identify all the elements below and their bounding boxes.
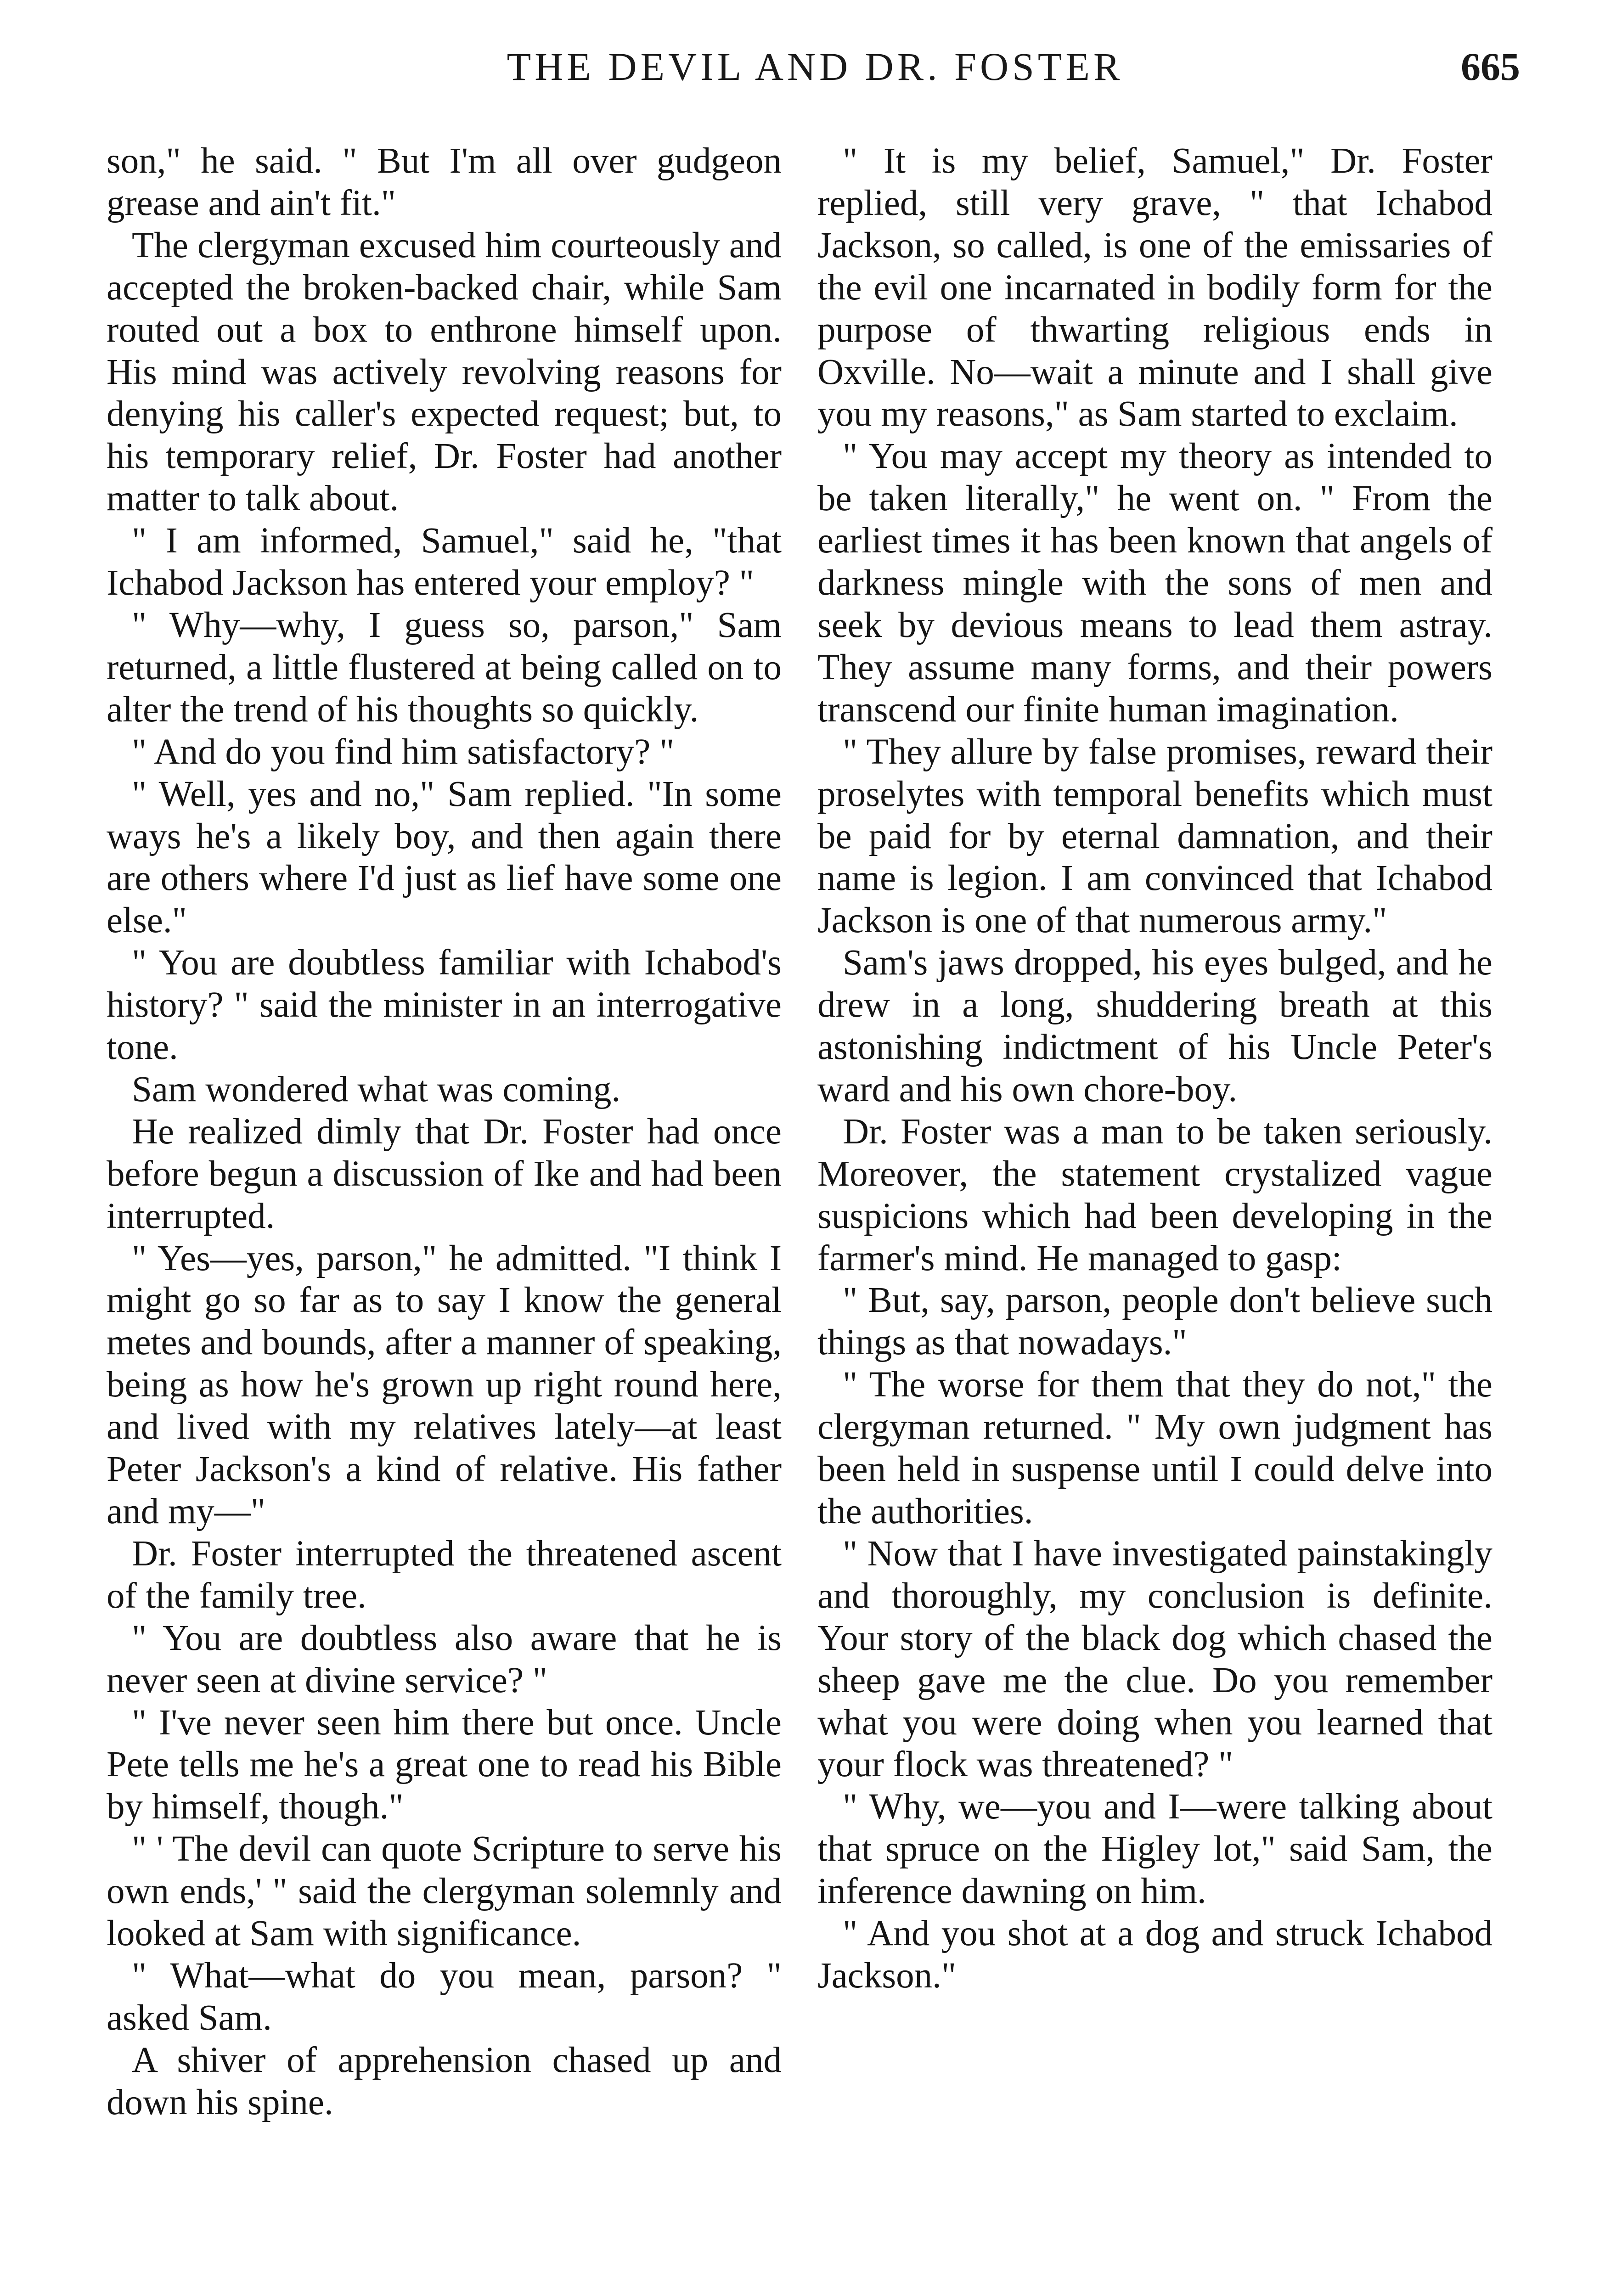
page-number: 665: [1461, 45, 1520, 89]
paragraph: " Why—why, I guess so, parson," Sam returned, a little flustered at being called on to alter the trend of his thoughts so quickly.: [107, 605, 782, 730]
paragraph: " You are doubtless familiar with Ichabod's history? " said the minister in an interrogative tone.: [107, 943, 782, 1068]
paragraph: " And do you find him satisfactory? ": [132, 732, 675, 772]
right-column: [817, 140, 1492, 1997]
paragraph: " Why, we—you and I—were talking about that spruce on the Higley lot," said Sam, the inference dawning on him.: [817, 1787, 1492, 1912]
paragraph: " But, say, parson, people don't believe such things as that nowadays.": [817, 1280, 1492, 1363]
paragraph: son," he said. " But I'm all over gudgeon grease and ain't fit.": [107, 141, 782, 223]
paragraph: " What—what do you mean, parson? " asked Sam.: [107, 1955, 782, 2038]
paragraph: " Now that I have investigated painstakingly and thoroughly, my conclusion is definite. Your story of the black dog which chased the sheep gave me the clue. Do you remember what you were doing when you learned that your flock was threatened? ": [817, 1533, 1492, 1785]
paragraph: " ' The devil can quote Scripture to serve his own ends,' " said the clergyman solemnly and looked at Sam with significance.: [107, 1829, 782, 1954]
paragraph: " Well, yes and no," Sam replied. "In some ways he's a likely boy, and then again there are others where I'd just as lief have some one else.": [107, 774, 782, 941]
paragraph: " I've never seen him there but once. Uncle Pete tells me he's a great one to read his Bible by himself, though.": [107, 1702, 782, 1827]
paragraph: Sam wondered what was coming.: [132, 1069, 621, 1109]
paragraph: The clergyman excused him courteously and accepted the broken-backed chair, while Sam routed out a box to enthrone himself upon. His mind was actively revolving reasons for denying his caller's expected request; but, to his temporary relief, Dr. Foster had another matter to talk about.: [107, 225, 782, 519]
paragraph: " It is my belief, Samuel," Dr. Foster replied, still very grave, " that Ichabod Jackson, so called, is one of the emissaries of the evil one incarnated in bodily form for the purpose of thwarting religious ends in Oxville. No—wait a minute and I shall give you my reasons," as Sam started to exclaim.: [817, 141, 1492, 434]
paragraph: " The worse for them that they do not," the clergyman returned. " My own judgment has been held in suspense until I could delve into the authorities.: [817, 1365, 1492, 1531]
paragraph: He realized dimly that Dr. Foster had once before begun a discussion of Ike and had been interrupted.: [107, 1111, 782, 1236]
left-column: [107, 140, 782, 2124]
paragraph: Sam's jaws dropped, his eyes bulged, and he drew in a long, shuddering breath at this astonishing indictment of his Uncle Peter's ward and his own chore-boy.: [817, 943, 1492, 1109]
paragraph: " They allure by false promises, reward their proselytes with temporal benefits which must be paid for by eternal damnation, and their name is legion. I am convinced that Ichabod Jackson is one of that numerous army.": [817, 732, 1492, 941]
page-header: [110, 44, 1520, 103]
paragraph: Dr. Foster was a man to be taken seriously. Moreover, the statement crystalized vague suspicions which had been developing in the farmer's mind. He managed to gasp:: [817, 1111, 1492, 1278]
paragraph: A shiver of apprehension chased up and down his spine.: [107, 2040, 782, 2122]
paragraph: Dr. Foster interrupted the threatened ascent of the family tree.: [107, 1533, 782, 1616]
paragraph: " I am informed, Samuel," said he, "that Ichabod Jackson has entered your employ? ": [107, 521, 782, 603]
paragraph: " Yes—yes, parson," he admitted. "I think I might go so far as to say I know the general metes and bounds, after a manner of speaking, being as how he's grown up right round here, and lived with my relatives lately—at least Peter Jackson's a kind of relative. His father and my—": [107, 1238, 782, 1531]
running-head: THE DEVIL AND DR. FOSTER: [507, 45, 1124, 89]
paragraph: " You may accept my theory as intended to be taken literally," he went on. " From the earliest times it has been known that angels of darkness mingle with the sons of men and seek by devious means to lead them astray. They assume many forms, and their powers transcend our finite human imagination.: [817, 436, 1492, 730]
paragraph: " And you shot at a dog and struck Ichabod Jackson.": [817, 1913, 1492, 1996]
paragraph: " You are doubtless also aware that he is never seen at divine service? ": [107, 1618, 782, 1700]
